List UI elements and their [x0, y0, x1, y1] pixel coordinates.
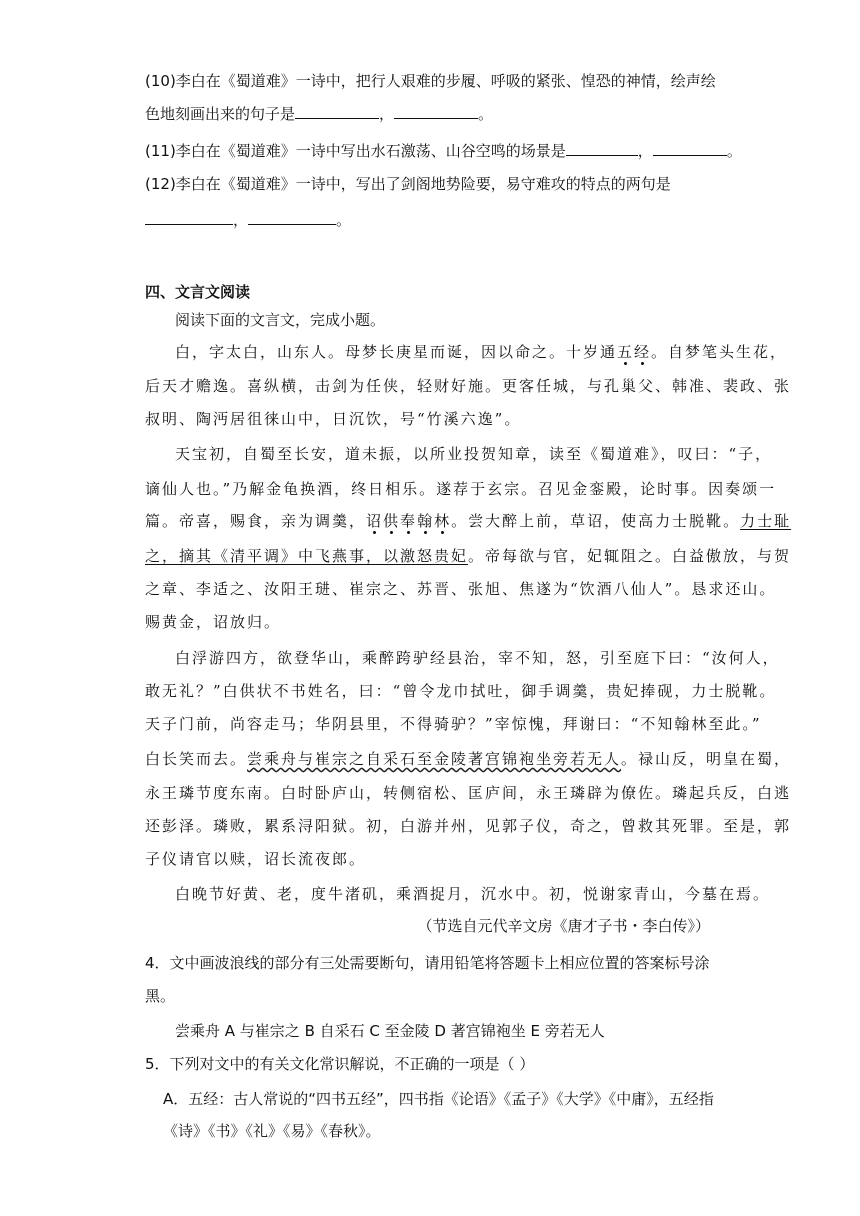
question-5: 5．下列对文中的有关文化常识解说，不正确的一项是（ ）: [145, 1055, 535, 1073]
question-12-line-2: ， 。: [145, 210, 351, 230]
passage-line: 赐黄金，诏放归。: [145, 613, 282, 631]
passage-source: （节选自元代辛文房《唐才子书・李白传》）: [417, 917, 710, 935]
passage-line: 白晚节好黄、老，度牛渚矶，乘酒捉月，沉水中。初，悦谢家青山，今墓在焉。: [175, 885, 771, 903]
question-10-line-1: (10)李白在《蜀道难》一诗中，把行人艰难的步履、呼吸的紧张、惶恐的神情，绘声绘: [145, 72, 716, 90]
passage-line: 天子门前，尚容走马；华阴县里，不得骑驴？”宰惊愧，拜谢曰：“不知翰林至此。”: [145, 715, 762, 733]
passage-line: 白浮游四方，欲登华山，乘醉跨驴经县治，宰不知，怒，引至庭下曰：“汝何人，: [175, 649, 780, 667]
passage-line: 白长笑而去。尝乘舟与崔宗之自采石至金陵著宫锦袍坐旁若无人。禄山反，明皇在蜀，: [145, 750, 792, 768]
question-4-line-1: 4．文中画波浪线的部分有三处需要断句，请用铅笔将答题卡上相应位置的答案标号涂: [145, 954, 710, 972]
passage-line: 叔明、陶沔居徂徕山中，日沉饮，号“竹溪六逸”。: [145, 410, 522, 428]
passage-line: 之，摘其《清平调》中飞燕事，以激怒贵妃。帝每欲与官，妃辄阻之。白益傲放，与贺: [145, 547, 792, 565]
question-11: (11)李白在《蜀道难》一诗中写出水石激荡、山谷空鸣的场景是 ， 。: [145, 142, 742, 160]
answer-blank[interactable]: [145, 210, 233, 225]
passage-line: 后天才赡逸。喜纵横，击剑为任侠，轻财好施。更客任城，与孔巢父、韩准、裴政、张: [145, 377, 792, 395]
answer-blank[interactable]: [653, 141, 727, 156]
section-title: 四、文言文阅读: [145, 283, 251, 301]
question-4-options: 尝乘舟 A 与崔宗之 B 自采石 C 至金陵 D 著宫锦袍坐 E 旁若无人: [175, 1022, 605, 1040]
passage-line: 谪仙人也。”乃解金龟换酒，终日相乐。遂荐于玄宗。召见金銮殿，论时事。因奏颂一: [145, 480, 777, 498]
passage-line: 天宝初，自蜀至长安，道未振，以所业投贺知章，读至《蜀道难》，叹曰：“子，: [175, 445, 773, 463]
answer-blank[interactable]: [248, 210, 336, 225]
passage-line: 篇。帝喜，赐食，亲为调羹，诏供奉翰林。尝大醉上前，草诏，使高力士脱靴。力士耻: [145, 512, 792, 530]
underlined-sentence: 力士耻: [740, 512, 792, 530]
passage-line: 敢无礼？”白供状不书姓名，曰：“曾令龙巾拭吐，御手调羹，贵妃捧砚，力士脱靴。: [145, 682, 777, 700]
passage-line: 之章、李适之、汝阳王琎、崔宗之、苏晋、张旭、焦遂为“饮酒八仙人”。恳求还山。: [145, 580, 777, 598]
question-5-option-a-line-2: 《诗》《书》《礼》《易》《春秋》。: [163, 1122, 381, 1140]
question-10-line-2: 色地刻画出来的句子是 ， 。: [145, 105, 494, 123]
passage-line: 永王璘节度东南。白时卧庐山，转侧宿松、匡庐间，永王璘辟为僚佐。璘起兵反，白逃: [145, 784, 792, 802]
answer-blank[interactable]: [394, 104, 478, 119]
passage-line: 白，字太白，山东人。母梦长庚星而诞，因以命之。十岁通五经。自梦笔头生花，: [175, 343, 788, 361]
question-5-option-a-line-1: A．五经：古人常说的“四书五经”，四书指《论语》《孟子》《大学》《中庸》，五经指: [163, 1090, 714, 1108]
question-12-line-1: (12)李白在《蜀道难》一诗中，写出了剑阁地势险要，易守难攻的特点的两句是: [145, 175, 671, 193]
wavy-underlined-sentence: 尝乘舟与崔宗之自采石至金陵著宫锦袍坐旁若无人: [247, 750, 622, 768]
dotted-term: 诏供奉翰林: [366, 512, 452, 530]
question-4-line-2: 黑。: [145, 987, 176, 1005]
dotted-term: 五经: [617, 343, 652, 361]
section-intro: 阅读下面的文言文，完成小题。: [175, 311, 386, 329]
passage-line: 还彭泽。璘败，累系浔阳狱。初，白游并州，见郭子仪，奇之，曾救其死罪。至是，郭: [145, 817, 792, 835]
answer-blank[interactable]: [566, 141, 638, 156]
answer-blank[interactable]: [295, 104, 379, 119]
passage-line: 子仪请官以赎，诏长流夜郎。: [145, 850, 367, 868]
underlined-sentence: 之，摘其《清平调》中飞燕事，以激怒贵妃: [145, 547, 469, 565]
